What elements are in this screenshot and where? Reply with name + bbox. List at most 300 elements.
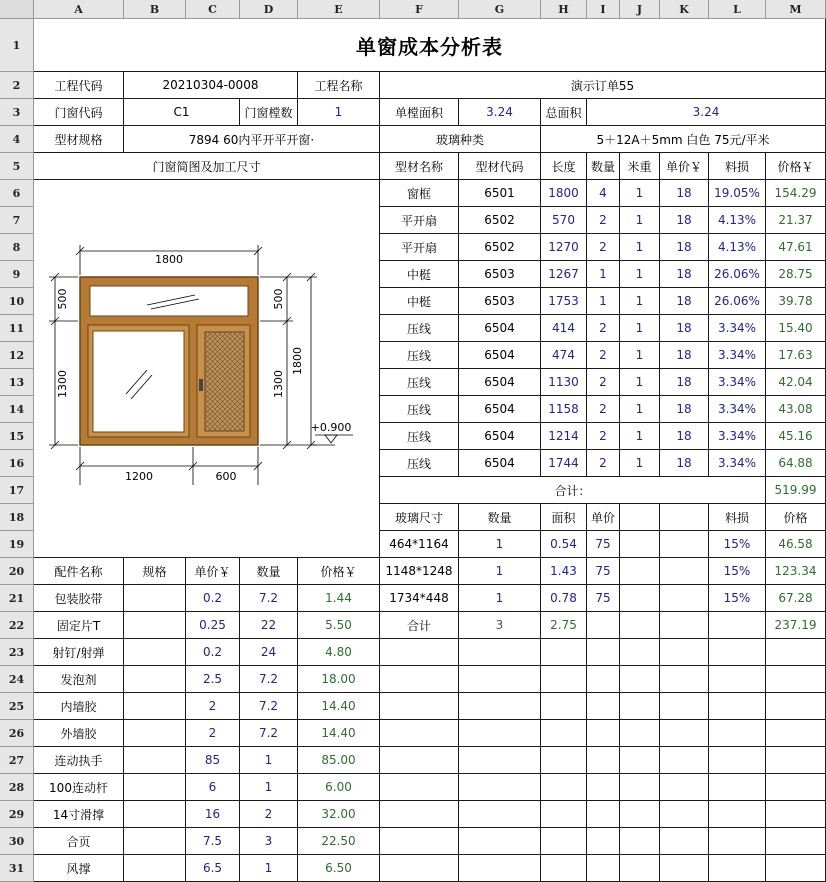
profile-cell[interactable]: 1 bbox=[587, 261, 620, 288]
unit-area-value[interactable]: 3.24 bbox=[459, 99, 541, 126]
empty-cell[interactable] bbox=[459, 801, 541, 828]
profile-cell[interactable]: 19.05% bbox=[709, 180, 766, 207]
row-header-14[interactable]: 14 bbox=[0, 396, 34, 423]
accessory-cell[interactable] bbox=[124, 828, 186, 855]
empty-cell[interactable] bbox=[380, 720, 459, 747]
glass-total-area[interactable]: 2.75 bbox=[541, 612, 587, 639]
empty-cell[interactable] bbox=[620, 531, 660, 558]
profile-cell[interactable]: 1 bbox=[620, 342, 660, 369]
profile-cell[interactable]: 3.34% bbox=[709, 423, 766, 450]
profile-header[interactable]: 单价￥ bbox=[660, 153, 709, 180]
empty-cell[interactable] bbox=[587, 639, 620, 666]
glass-type-value[interactable]: 5＋12A＋5mm 白色 75元/平米 bbox=[541, 126, 826, 153]
accessory-header[interactable]: 数量 bbox=[240, 558, 298, 585]
empty-cell[interactable] bbox=[380, 747, 459, 774]
empty-cell[interactable] bbox=[660, 693, 709, 720]
drawing-label[interactable]: 门窗简图及加工尺寸 bbox=[34, 153, 380, 180]
row-header-26[interactable]: 26 bbox=[0, 720, 34, 747]
empty-cell[interactable] bbox=[380, 774, 459, 801]
glass-cell[interactable]: 0.54 bbox=[541, 531, 587, 558]
accessory-cell[interactable]: 0.25 bbox=[186, 612, 240, 639]
empty-cell[interactable] bbox=[620, 828, 660, 855]
empty-cell[interactable] bbox=[660, 774, 709, 801]
empty-cell[interactable] bbox=[620, 558, 660, 585]
accessory-cell[interactable]: 24 bbox=[240, 639, 298, 666]
row-header-7[interactable]: 7 bbox=[0, 207, 34, 234]
profile-name-cell[interactable]: 平开扇 bbox=[380, 234, 459, 261]
profile-cell[interactable]: 3.34% bbox=[709, 396, 766, 423]
row-header-29[interactable]: 29 bbox=[0, 801, 34, 828]
accessory-cell[interactable]: 0.2 bbox=[186, 639, 240, 666]
accessory-cell[interactable]: 14.40 bbox=[298, 693, 380, 720]
empty-cell[interactable] bbox=[587, 720, 620, 747]
profile-cell[interactable]: 15.40 bbox=[766, 315, 826, 342]
project-code-label[interactable]: 工程代码 bbox=[34, 72, 124, 99]
profile-name-cell[interactable]: 压线 bbox=[380, 315, 459, 342]
glass-header[interactable]: 面积 bbox=[541, 504, 587, 531]
profile-cell[interactable]: 414 bbox=[541, 315, 587, 342]
accessory-cell[interactable]: 6.5 bbox=[186, 855, 240, 882]
glass-cell[interactable]: 1 bbox=[459, 531, 541, 558]
accessory-cell[interactable]: 7.2 bbox=[240, 693, 298, 720]
glass-cell[interactable]: 15% bbox=[709, 531, 766, 558]
profile-cell[interactable]: 17.63 bbox=[766, 342, 826, 369]
glass-cell[interactable]: 1 bbox=[459, 558, 541, 585]
accessory-cell[interactable]: 6 bbox=[186, 774, 240, 801]
window-count-value[interactable]: 1 bbox=[298, 99, 380, 126]
row-header-5[interactable]: 5 bbox=[0, 153, 34, 180]
row-header-18[interactable]: 18 bbox=[0, 504, 34, 531]
profile-cell[interactable]: 6503 bbox=[459, 261, 541, 288]
profile-name-cell[interactable]: 中梃 bbox=[380, 261, 459, 288]
row-header-6[interactable]: 6 bbox=[0, 180, 34, 207]
accessory-header[interactable]: 规格 bbox=[124, 558, 186, 585]
profile-cell[interactable]: 154.29 bbox=[766, 180, 826, 207]
empty-cell[interactable] bbox=[587, 801, 620, 828]
empty-cell[interactable] bbox=[660, 612, 709, 639]
glass-cell[interactable]: 15% bbox=[709, 558, 766, 585]
profile-cell[interactable]: 21.37 bbox=[766, 207, 826, 234]
accessory-header[interactable]: 配件名称 bbox=[34, 558, 124, 585]
empty-cell[interactable] bbox=[459, 774, 541, 801]
accessory-name-cell[interactable]: 射钉/射弹 bbox=[34, 639, 124, 666]
accessory-cell[interactable] bbox=[124, 801, 186, 828]
glass-type-label[interactable]: 玻璃种类 bbox=[380, 126, 541, 153]
accessory-cell[interactable] bbox=[124, 693, 186, 720]
profile-cell[interactable]: 2 bbox=[587, 342, 620, 369]
empty-cell[interactable] bbox=[766, 666, 826, 693]
accessory-cell[interactable] bbox=[124, 612, 186, 639]
empty-cell[interactable] bbox=[380, 828, 459, 855]
profile-cell[interactable]: 474 bbox=[541, 342, 587, 369]
accessory-cell[interactable]: 16 bbox=[186, 801, 240, 828]
profile-cell[interactable]: 28.75 bbox=[766, 261, 826, 288]
profile-cell[interactable]: 2 bbox=[587, 234, 620, 261]
empty-cell[interactable] bbox=[766, 855, 826, 882]
accessory-cell[interactable]: 1 bbox=[240, 855, 298, 882]
empty-cell[interactable] bbox=[766, 774, 826, 801]
accessory-name-cell[interactable]: 合页 bbox=[34, 828, 124, 855]
accessory-cell[interactable]: 22 bbox=[240, 612, 298, 639]
row-header-23[interactable]: 23 bbox=[0, 639, 34, 666]
profile-cell[interactable]: 47.61 bbox=[766, 234, 826, 261]
profile-cell[interactable]: 1130 bbox=[541, 369, 587, 396]
profile-cell[interactable]: 18 bbox=[660, 288, 709, 315]
glass-total-label[interactable]: 合计 bbox=[380, 612, 459, 639]
row-header-8[interactable]: 8 bbox=[0, 234, 34, 261]
profile-cell[interactable]: 1 bbox=[620, 180, 660, 207]
accessory-cell[interactable]: 2 bbox=[240, 801, 298, 828]
profile-header[interactable]: 长度 bbox=[541, 153, 587, 180]
accessory-cell[interactable] bbox=[124, 639, 186, 666]
glass-cell[interactable]: 1 bbox=[459, 585, 541, 612]
empty-cell[interactable] bbox=[620, 666, 660, 693]
column-header-b[interactable]: B bbox=[124, 0, 186, 19]
accessory-header[interactable]: 价格￥ bbox=[298, 558, 380, 585]
accessory-cell[interactable]: 6.50 bbox=[298, 855, 380, 882]
empty-cell[interactable] bbox=[660, 558, 709, 585]
column-header-l[interactable]: L bbox=[709, 0, 766, 19]
profile-cell[interactable]: 1753 bbox=[541, 288, 587, 315]
profile-cell[interactable]: 2 bbox=[587, 207, 620, 234]
project-name-label[interactable]: 工程名称 bbox=[298, 72, 380, 99]
profile-cell[interactable]: 4.13% bbox=[709, 234, 766, 261]
accessory-cell[interactable]: 22.50 bbox=[298, 828, 380, 855]
empty-cell[interactable] bbox=[620, 774, 660, 801]
profile-cell[interactable]: 1 bbox=[620, 369, 660, 396]
profile-cell[interactable]: 1 bbox=[620, 423, 660, 450]
profile-cell[interactable]: 1 bbox=[620, 288, 660, 315]
empty-cell[interactable] bbox=[766, 720, 826, 747]
profile-cell[interactable]: 4.13% bbox=[709, 207, 766, 234]
empty-cell[interactable] bbox=[380, 639, 459, 666]
profile-cell[interactable]: 3.34% bbox=[709, 369, 766, 396]
empty-cell[interactable] bbox=[660, 720, 709, 747]
empty-cell[interactable] bbox=[587, 747, 620, 774]
profile-cell[interactable]: 6504 bbox=[459, 396, 541, 423]
profile-cell[interactable]: 6502 bbox=[459, 207, 541, 234]
row-header-25[interactable]: 25 bbox=[0, 693, 34, 720]
column-header-k[interactable]: K bbox=[660, 0, 709, 19]
empty-cell[interactable] bbox=[709, 801, 766, 828]
row-header-22[interactable]: 22 bbox=[0, 612, 34, 639]
empty-cell[interactable] bbox=[459, 720, 541, 747]
empty-cell[interactable] bbox=[660, 585, 709, 612]
empty-cell[interactable] bbox=[459, 855, 541, 882]
empty-cell[interactable] bbox=[766, 747, 826, 774]
profile-cell[interactable]: 26.06% bbox=[709, 261, 766, 288]
profile-cell[interactable]: 18 bbox=[660, 315, 709, 342]
empty-cell[interactable] bbox=[587, 666, 620, 693]
column-header-a[interactable]: A bbox=[34, 0, 124, 19]
project-name-value[interactable]: 演示订单55 bbox=[380, 72, 826, 99]
column-header-i[interactable]: I bbox=[587, 0, 620, 19]
glass-header[interactable]: 单价 bbox=[587, 504, 620, 531]
profile-cell[interactable]: 1 bbox=[620, 450, 660, 477]
glass-header[interactable]: 玻璃尺寸 bbox=[380, 504, 459, 531]
empty-cell[interactable] bbox=[620, 585, 660, 612]
empty-cell[interactable] bbox=[709, 747, 766, 774]
accessory-cell[interactable]: 85 bbox=[186, 747, 240, 774]
profile-name-cell[interactable]: 压线 bbox=[380, 396, 459, 423]
glass-header[interactable]: 价格 bbox=[766, 504, 826, 531]
empty-cell[interactable] bbox=[766, 639, 826, 666]
row-header-2[interactable]: 2 bbox=[0, 72, 34, 99]
empty-cell[interactable] bbox=[709, 693, 766, 720]
glass-cell[interactable]: 75 bbox=[587, 558, 620, 585]
accessory-cell[interactable]: 32.00 bbox=[298, 801, 380, 828]
profile-cell[interactable]: 18 bbox=[660, 234, 709, 261]
profile-cell[interactable]: 39.78 bbox=[766, 288, 826, 315]
profile-cell[interactable]: 6504 bbox=[459, 423, 541, 450]
column-header-f[interactable]: F bbox=[380, 0, 459, 19]
accessory-header[interactable]: 单价￥ bbox=[186, 558, 240, 585]
accessory-cell[interactable] bbox=[124, 720, 186, 747]
row-header-28[interactable]: 28 bbox=[0, 774, 34, 801]
glass-size-cell[interactable]: 1148*1248 bbox=[380, 558, 459, 585]
accessory-name-cell[interactable]: 内墙胶 bbox=[34, 693, 124, 720]
empty-cell[interactable] bbox=[459, 639, 541, 666]
accessory-name-cell[interactable]: 风撑 bbox=[34, 855, 124, 882]
sheet-title[interactable]: 单窗成本分析表 bbox=[34, 19, 826, 72]
empty-cell[interactable] bbox=[766, 801, 826, 828]
row-header-17[interactable]: 17 bbox=[0, 477, 34, 504]
accessory-name-cell[interactable]: 100连动杆 bbox=[34, 774, 124, 801]
accessory-cell[interactable]: 2.5 bbox=[186, 666, 240, 693]
glass-size-cell[interactable]: 1734*448 bbox=[380, 585, 459, 612]
empty-cell[interactable] bbox=[587, 774, 620, 801]
row-header-1[interactable]: 1 bbox=[0, 19, 34, 72]
accessory-name-cell[interactable]: 连动执手 bbox=[34, 747, 124, 774]
profile-cell[interactable]: 18 bbox=[660, 342, 709, 369]
empty-cell[interactable] bbox=[587, 693, 620, 720]
column-header-m[interactable]: M bbox=[766, 0, 826, 19]
profile-name-cell[interactable]: 压线 bbox=[380, 342, 459, 369]
row-header-10[interactable]: 10 bbox=[0, 288, 34, 315]
accessory-name-cell[interactable]: 发泡剂 bbox=[34, 666, 124, 693]
empty-cell[interactable] bbox=[620, 693, 660, 720]
accessory-cell[interactable]: 1 bbox=[240, 747, 298, 774]
empty-cell[interactable] bbox=[380, 855, 459, 882]
column-header-j[interactable]: J bbox=[620, 0, 660, 19]
profile-cell[interactable]: 4 bbox=[587, 180, 620, 207]
accessory-cell[interactable]: 3 bbox=[240, 828, 298, 855]
accessory-cell[interactable] bbox=[124, 855, 186, 882]
accessory-cell[interactable]: 7.5 bbox=[186, 828, 240, 855]
empty-cell[interactable] bbox=[709, 720, 766, 747]
accessory-name-cell[interactable]: 14寸滑撑 bbox=[34, 801, 124, 828]
column-header-h[interactable]: H bbox=[541, 0, 587, 19]
profile-cell[interactable]: 2 bbox=[587, 369, 620, 396]
empty-cell[interactable] bbox=[541, 693, 587, 720]
accessory-cell[interactable]: 1.44 bbox=[298, 585, 380, 612]
profile-subtotal-label[interactable]: 合计： bbox=[380, 477, 766, 504]
profile-cell[interactable]: 570 bbox=[541, 207, 587, 234]
accessory-name-cell[interactable]: 外墙胶 bbox=[34, 720, 124, 747]
column-header-d[interactable]: D bbox=[240, 0, 298, 19]
empty-cell[interactable] bbox=[620, 801, 660, 828]
accessory-cell[interactable]: 85.00 bbox=[298, 747, 380, 774]
profile-cell[interactable]: 1214 bbox=[541, 423, 587, 450]
glass-size-cell[interactable]: 464*1164 bbox=[380, 531, 459, 558]
row-header-31[interactable]: 31 bbox=[0, 855, 34, 882]
column-header-c[interactable]: C bbox=[186, 0, 240, 19]
empty-cell[interactable] bbox=[766, 693, 826, 720]
empty-cell[interactable] bbox=[620, 639, 660, 666]
empty-cell[interactable] bbox=[709, 774, 766, 801]
profile-cell[interactable]: 6503 bbox=[459, 288, 541, 315]
profile-cell[interactable]: 18 bbox=[660, 423, 709, 450]
profile-subtotal-value[interactable]: 519.99 bbox=[766, 477, 826, 504]
glass-cell[interactable]: 46.58 bbox=[766, 531, 826, 558]
empty-cell[interactable] bbox=[380, 666, 459, 693]
profile-cell[interactable]: 1267 bbox=[541, 261, 587, 288]
profile-cell[interactable]: 18 bbox=[660, 180, 709, 207]
accessory-cell[interactable]: 4.80 bbox=[298, 639, 380, 666]
row-header-4[interactable]: 4 bbox=[0, 126, 34, 153]
profile-spec-label[interactable]: 型材规格 bbox=[34, 126, 124, 153]
empty-cell[interactable] bbox=[541, 639, 587, 666]
empty-cell[interactable] bbox=[587, 612, 620, 639]
profile-cell[interactable]: 2 bbox=[587, 315, 620, 342]
empty-cell[interactable] bbox=[541, 720, 587, 747]
accessory-cell[interactable]: 7.2 bbox=[240, 585, 298, 612]
empty-cell[interactable] bbox=[709, 639, 766, 666]
row-header-3[interactable]: 3 bbox=[0, 99, 34, 126]
glass-cell[interactable]: 75 bbox=[587, 531, 620, 558]
profile-cell[interactable]: 6504 bbox=[459, 369, 541, 396]
empty-cell[interactable] bbox=[541, 801, 587, 828]
profile-header[interactable]: 型材名称 bbox=[380, 153, 459, 180]
profile-cell[interactable]: 64.88 bbox=[766, 450, 826, 477]
profile-cell[interactable]: 1 bbox=[620, 207, 660, 234]
accessory-cell[interactable]: 2 bbox=[186, 693, 240, 720]
empty-cell[interactable] bbox=[459, 747, 541, 774]
empty-cell[interactable] bbox=[660, 504, 709, 531]
select-all-corner[interactable] bbox=[0, 0, 34, 19]
glass-cell[interactable]: 0.78 bbox=[541, 585, 587, 612]
empty-cell[interactable] bbox=[587, 855, 620, 882]
column-header-e[interactable]: E bbox=[298, 0, 380, 19]
profile-cell[interactable]: 3.34% bbox=[709, 315, 766, 342]
row-header-30[interactable]: 30 bbox=[0, 828, 34, 855]
profile-cell[interactable]: 3.34% bbox=[709, 450, 766, 477]
glass-cell[interactable]: 15% bbox=[709, 585, 766, 612]
row-header-24[interactable]: 24 bbox=[0, 666, 34, 693]
profile-cell[interactable]: 45.16 bbox=[766, 423, 826, 450]
glass-cell[interactable]: 75 bbox=[587, 585, 620, 612]
profile-cell[interactable]: 6504 bbox=[459, 315, 541, 342]
profile-cell[interactable]: 1 bbox=[620, 261, 660, 288]
profile-cell[interactable]: 6502 bbox=[459, 234, 541, 261]
profile-cell[interactable]: 18 bbox=[660, 396, 709, 423]
profile-cell[interactable]: 2 bbox=[587, 450, 620, 477]
profile-name-cell[interactable]: 中梃 bbox=[380, 288, 459, 315]
row-header-13[interactable]: 13 bbox=[0, 369, 34, 396]
unit-area-label[interactable]: 单樘面积 bbox=[380, 99, 459, 126]
project-code-value[interactable]: 20210304-0008 bbox=[124, 72, 298, 99]
empty-cell[interactable] bbox=[709, 828, 766, 855]
empty-cell[interactable] bbox=[541, 666, 587, 693]
glass-total-qty[interactable]: 3 bbox=[459, 612, 541, 639]
profile-name-cell[interactable]: 窗框 bbox=[380, 180, 459, 207]
empty-cell[interactable] bbox=[541, 828, 587, 855]
window-code-label[interactable]: 门窗代码 bbox=[34, 99, 124, 126]
row-header-12[interactable]: 12 bbox=[0, 342, 34, 369]
accessory-cell[interactable]: 5.50 bbox=[298, 612, 380, 639]
profile-name-cell[interactable]: 压线 bbox=[380, 423, 459, 450]
profile-cell[interactable]: 1744 bbox=[541, 450, 587, 477]
column-header-g[interactable]: G bbox=[459, 0, 541, 19]
empty-cell[interactable] bbox=[660, 828, 709, 855]
profile-cell[interactable]: 26.06% bbox=[709, 288, 766, 315]
profile-cell[interactable]: 18 bbox=[660, 369, 709, 396]
profile-cell[interactable]: 1158 bbox=[541, 396, 587, 423]
window-code-value[interactable]: C1 bbox=[124, 99, 240, 126]
empty-cell[interactable] bbox=[660, 747, 709, 774]
empty-cell[interactable] bbox=[459, 828, 541, 855]
accessory-cell[interactable]: 18.00 bbox=[298, 666, 380, 693]
profile-cell[interactable]: 42.04 bbox=[766, 369, 826, 396]
profile-spec-value[interactable]: 7894 60内平开平开窗· bbox=[124, 126, 380, 153]
profile-header[interactable]: 料损 bbox=[709, 153, 766, 180]
accessory-cell[interactable]: 1 bbox=[240, 774, 298, 801]
empty-cell[interactable] bbox=[541, 855, 587, 882]
profile-cell[interactable]: 18 bbox=[660, 261, 709, 288]
glass-cell[interactable]: 67.28 bbox=[766, 585, 826, 612]
profile-header[interactable]: 米重 bbox=[620, 153, 660, 180]
accessory-cell[interactable] bbox=[124, 585, 186, 612]
accessory-cell[interactable]: 14.40 bbox=[298, 720, 380, 747]
accessory-cell[interactable] bbox=[124, 774, 186, 801]
accessory-name-cell[interactable]: 包装胶带 bbox=[34, 585, 124, 612]
window-count-label[interactable]: 门窗樘数 bbox=[240, 99, 298, 126]
empty-cell[interactable] bbox=[660, 639, 709, 666]
accessory-name-cell[interactable]: 固定片T bbox=[34, 612, 124, 639]
empty-cell[interactable] bbox=[660, 666, 709, 693]
empty-cell[interactable] bbox=[541, 747, 587, 774]
accessory-cell[interactable]: 2 bbox=[186, 720, 240, 747]
profile-cell[interactable]: 1270 bbox=[541, 234, 587, 261]
empty-cell[interactable] bbox=[620, 612, 660, 639]
profile-cell[interactable]: 6501 bbox=[459, 180, 541, 207]
row-header-20[interactable]: 20 bbox=[0, 558, 34, 585]
profile-header[interactable]: 型材代码 bbox=[459, 153, 541, 180]
profile-cell[interactable]: 1 bbox=[620, 315, 660, 342]
row-header-16[interactable]: 16 bbox=[0, 450, 34, 477]
profile-cell[interactable]: 1 bbox=[620, 234, 660, 261]
empty-cell[interactable] bbox=[660, 855, 709, 882]
accessory-cell[interactable]: 6.00 bbox=[298, 774, 380, 801]
empty-cell[interactable] bbox=[620, 855, 660, 882]
profile-name-cell[interactable]: 压线 bbox=[380, 369, 459, 396]
empty-cell[interactable] bbox=[541, 774, 587, 801]
profile-header[interactable]: 数量 bbox=[587, 153, 620, 180]
accessory-cell[interactable]: 7.2 bbox=[240, 666, 298, 693]
empty-cell[interactable] bbox=[380, 693, 459, 720]
empty-cell[interactable] bbox=[709, 612, 766, 639]
profile-cell[interactable]: 2 bbox=[587, 396, 620, 423]
glass-header[interactable]: 料损 bbox=[709, 504, 766, 531]
accessory-cell[interactable] bbox=[124, 747, 186, 774]
profile-cell[interactable]: 3.34% bbox=[709, 342, 766, 369]
empty-cell[interactable] bbox=[459, 693, 541, 720]
empty-cell[interactable] bbox=[660, 531, 709, 558]
empty-cell[interactable] bbox=[660, 801, 709, 828]
glass-header[interactable]: 数量 bbox=[459, 504, 541, 531]
profile-cell[interactable]: 2 bbox=[587, 423, 620, 450]
total-area-label[interactable]: 总面积 bbox=[541, 99, 587, 126]
